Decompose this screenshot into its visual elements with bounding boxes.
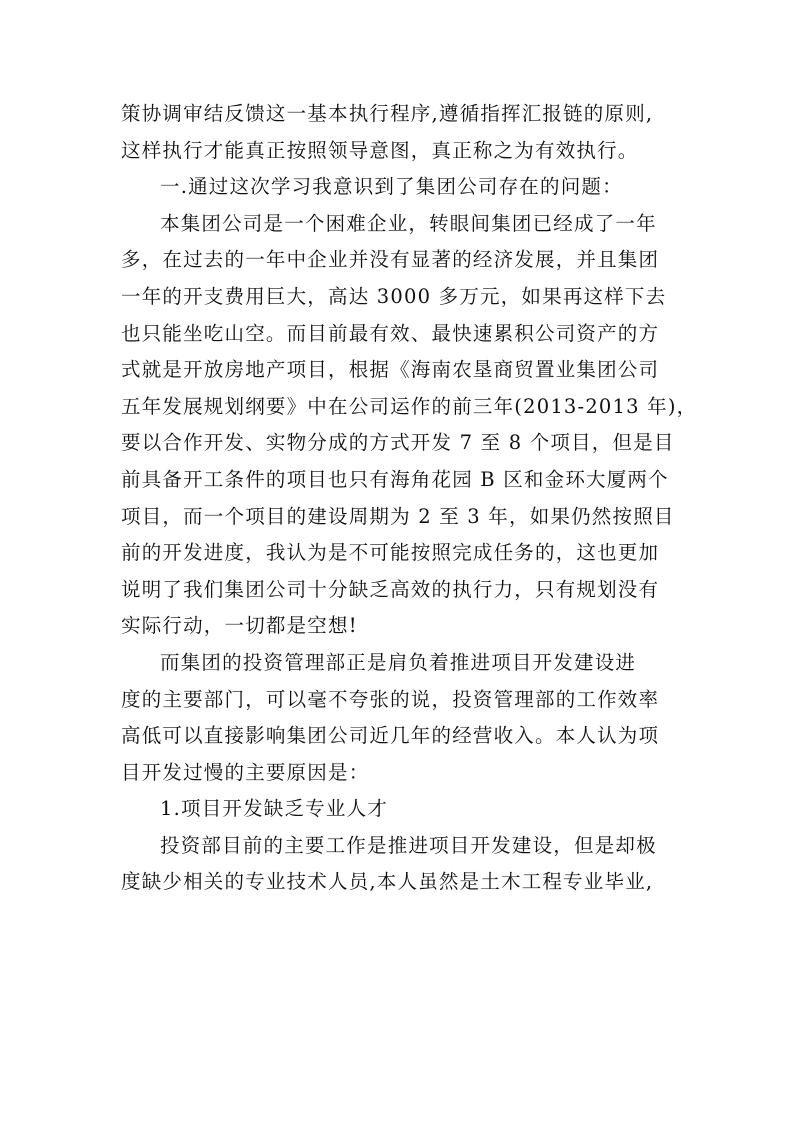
text-line: 五年发展规划纲要》中在公司运作的前三年(2013-2013 年)， <box>121 394 698 418</box>
paragraph-investment-department <box>121 645 691 791</box>
subsection-heading <box>121 791 691 828</box>
text-line: 这样执行才能真正按照领导意图，真正称之为有效执行。 <box>121 138 639 162</box>
text-line: 一.通过这次学习我意识到了集团公司存在的问题： <box>160 175 623 199</box>
text-line: 式就是开放房地产项目，根据《海南农垦商贸置业集团公司 <box>121 358 660 382</box>
text-line: 说明了我们集团公司十分缺乏高效的执行力，只有规划没有 <box>121 577 660 601</box>
text-line: 度缺少相关的专业技术人员,本人虽然是土木工程专业毕业, <box>121 870 654 894</box>
paragraph-continuation <box>121 96 691 169</box>
paragraph-company-situation <box>121 206 698 645</box>
text-line: 前的开发进度，我认为是不可能按照完成任务的，这也更加 <box>121 541 660 565</box>
text-line: 实际行动，一切都是空想! <box>121 614 358 638</box>
text-line: 而集团的投资管理部正是肩负着推进项目开发建设进 <box>160 650 637 674</box>
text-line: 前具备开工条件的项目也只有海角花园 B 区和金环大厦两个 <box>121 467 669 491</box>
text-line: 多，在过去的一年中企业并没有显著的经济发展，并且集团 <box>121 248 660 272</box>
text-line: 高低可以直接影响集团公司近几年的经营收入。本人认为项 <box>121 724 660 748</box>
text-line: 策协调审结反馈这一基本执行程序,遵循指挥汇报链的原则, <box>121 102 654 125</box>
text-line: 本集团公司是一个困难企业，转眼间集团已经成了一年 <box>160 211 657 235</box>
text-line: 也只能坐吃山空。而目前最有效、最快速累积公司资产的方 <box>121 321 660 345</box>
paragraph-talent-shortage <box>121 828 691 901</box>
document-body <box>121 96 698 901</box>
text-line: 一年的开支费用巨大，高达 3000 多万元，如果再这样下去 <box>121 284 667 308</box>
text-line: 要以合作开发、实物分成的方式开发 7 至 8 个项目，但是目 <box>121 431 675 455</box>
text-line: 目开发过慢的主要原因是： <box>121 760 370 784</box>
section-heading <box>121 169 691 206</box>
text-line: 项目，而一个项目的建设周期为 2 至 3 年，如果仍然按照目 <box>121 504 675 528</box>
text-line: 1.项目开发缺乏专业人才 <box>160 797 389 821</box>
text-line: 投资部目前的主要工作是推进项目开发建设，但是却极 <box>160 833 657 857</box>
text-line: 度的主要部门，可以毫不夸张的说，投资管理部的工作效率 <box>121 687 660 711</box>
